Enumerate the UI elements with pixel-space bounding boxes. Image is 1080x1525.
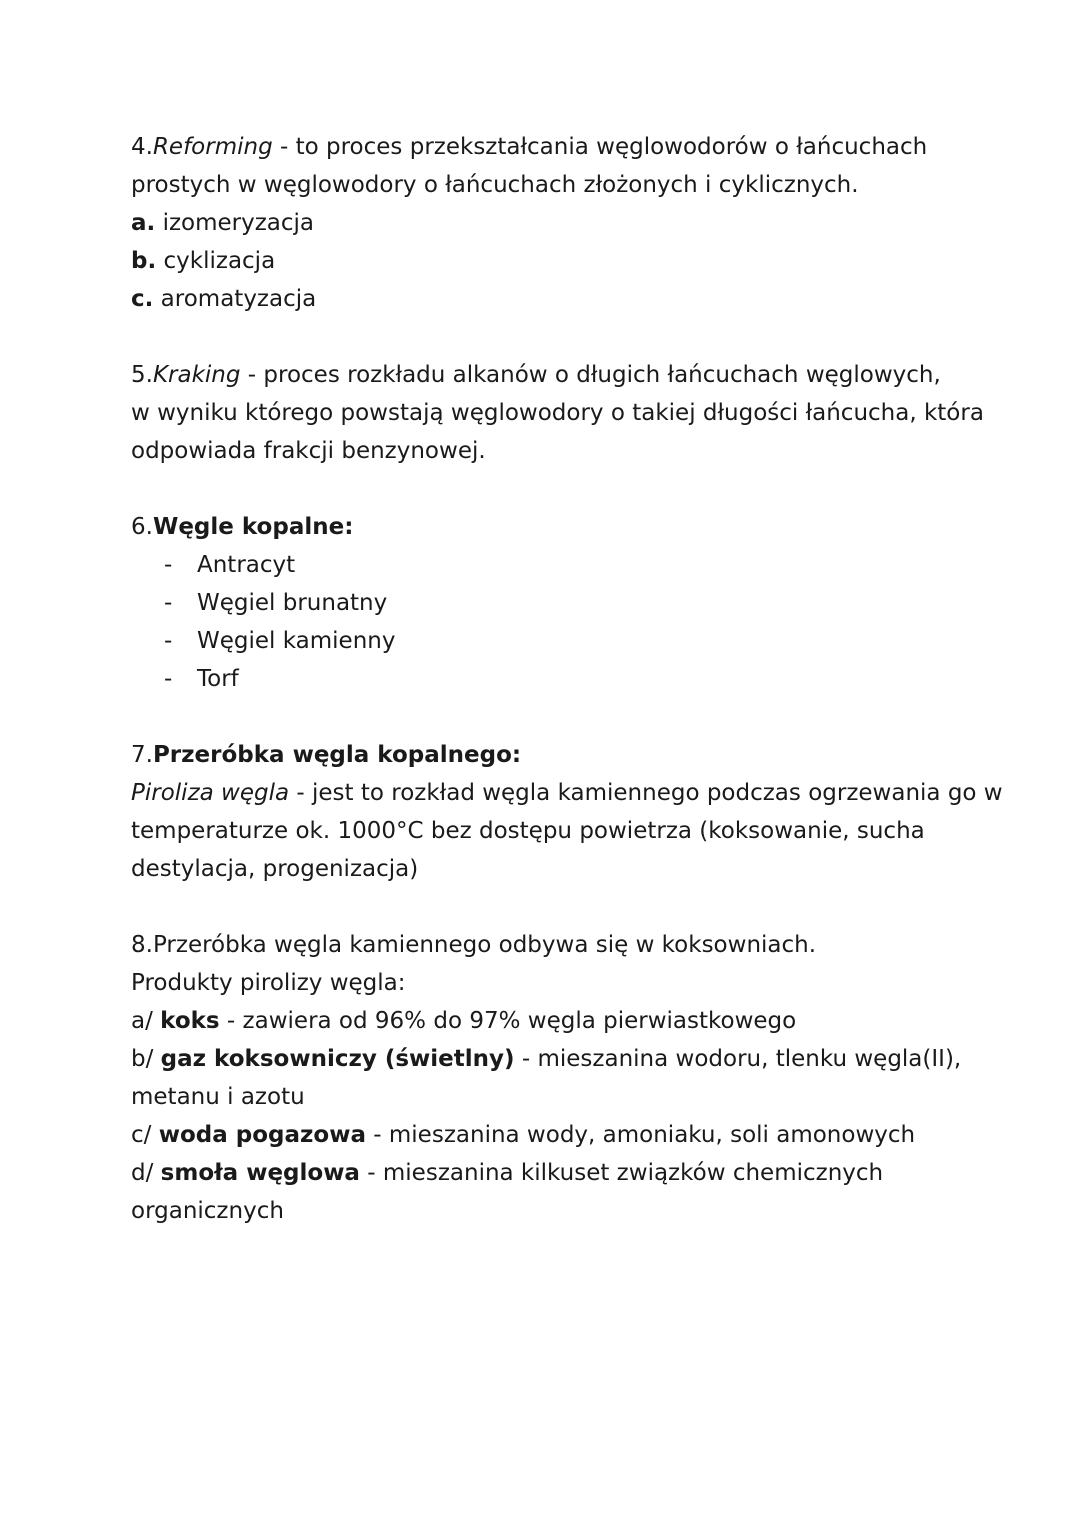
option-text: izomeryzacja <box>155 210 315 236</box>
product-description: - mieszanina wodoru, tlenku węgla(II), <box>514 1046 962 1072</box>
koksownie-line-2: Produkty pirolizy węgla: <box>131 970 406 996</box>
section-przerobka-wegla-kopalnego <box>131 736 1011 888</box>
list-item: - Węgiel brunatny <box>164 584 1011 622</box>
section-reforming <box>131 128 1011 318</box>
wegle-heading <box>131 508 1011 546</box>
product-prefix: a/ <box>131 1008 161 1034</box>
option-text: cyklizacja <box>156 248 276 274</box>
reforming-line-2: prostych w węglowodory o łańcuchach złożonych i cyklicznych. <box>131 172 859 198</box>
spacer <box>131 470 1011 508</box>
product-prefix: d/ <box>131 1160 161 1186</box>
koksownie-line-1: 8.Przeróbka węgla kamiennego odbywa się w koksowniach. <box>131 932 817 958</box>
product-description: - mieszanina wody, amoniaku, soli amonowych <box>365 1122 916 1148</box>
section-wegle-kopalne <box>131 508 1011 698</box>
option-letter: a. <box>131 210 156 236</box>
product-description: - zawiera od 96% do 97% węgla pierwiastkowego <box>219 1008 797 1034</box>
coal-list <box>131 546 1011 698</box>
term-piroliza: Piroliza węgla <box>131 780 290 806</box>
option-a <box>131 204 1011 242</box>
piroliza-line-3: destylacja, progenizacja) <box>131 856 419 882</box>
spacer <box>131 888 1011 926</box>
term-reforming: Reforming <box>152 134 273 160</box>
section-number: 4. <box>131 134 153 160</box>
option-text: aromatyzacja <box>153 286 317 312</box>
product-prefix: b/ <box>131 1046 161 1072</box>
section-title: Węgle kopalne: <box>152 514 354 540</box>
product-koks <box>131 1002 1011 1040</box>
product-smola <box>131 1154 1011 1192</box>
reforming-line-1 <box>131 128 1011 166</box>
section-number: 7. <box>131 742 153 768</box>
kraking-line-2: w wyniku którego powstają węglowodory o takiej długości łańcucha, która <box>131 400 984 426</box>
product-term: gaz koksowniczy (świetlny) <box>160 1046 515 1072</box>
option-letter: c. <box>131 286 154 312</box>
piroliza-definition: - jest to rozkład węgla kamiennego podczas ogrzewania go w <box>289 780 1003 806</box>
product-prefix: c/ <box>131 1122 159 1148</box>
kraking-line-1 <box>131 356 1011 394</box>
spacer <box>131 698 1011 736</box>
document-page <box>131 128 1011 1230</box>
spacer <box>131 318 1011 356</box>
list-item: - Węgiel kamienny <box>164 622 1011 660</box>
product-term: koks <box>160 1008 220 1034</box>
option-c <box>131 280 1011 318</box>
section-number: 6. <box>131 514 153 540</box>
section-number: 5. <box>131 362 153 388</box>
product-term: smoła węglowa <box>160 1160 360 1186</box>
piroliza-line-2: temperaturze ok. 1000°C bez dostępu powietrza (koksowanie, sucha <box>131 818 925 844</box>
section-title: Przeróbka węgla kopalnego: <box>152 742 522 768</box>
option-letter: b. <box>131 248 157 274</box>
product-smola-line-2: organicznych <box>131 1198 284 1224</box>
section-koksownie <box>131 926 1011 1230</box>
product-woda <box>131 1116 1011 1154</box>
section-kraking <box>131 356 1011 470</box>
product-gaz-line-2: metanu i azotu <box>131 1084 305 1110</box>
kraking-definition: - proces rozkładu alkanów o długich łańcuchach węglowych, <box>240 362 941 388</box>
reforming-definition: - to proces przekształcania węglowodorów o łańcuchach <box>272 134 928 160</box>
product-gaz <box>131 1040 1011 1078</box>
product-description: - mieszanina kilkuset związków chemicznych <box>359 1160 884 1186</box>
list-item: - Antracyt <box>164 546 1011 584</box>
przerobka-heading <box>131 736 1011 774</box>
product-term: woda pogazowa <box>158 1122 366 1148</box>
kraking-line-3: odpowiada frakcji benzynowej. <box>131 438 486 464</box>
piroliza-line-1 <box>131 774 1011 812</box>
list-item: - Torf <box>164 660 1011 698</box>
term-kraking: Kraking <box>152 362 241 388</box>
option-b <box>131 242 1011 280</box>
